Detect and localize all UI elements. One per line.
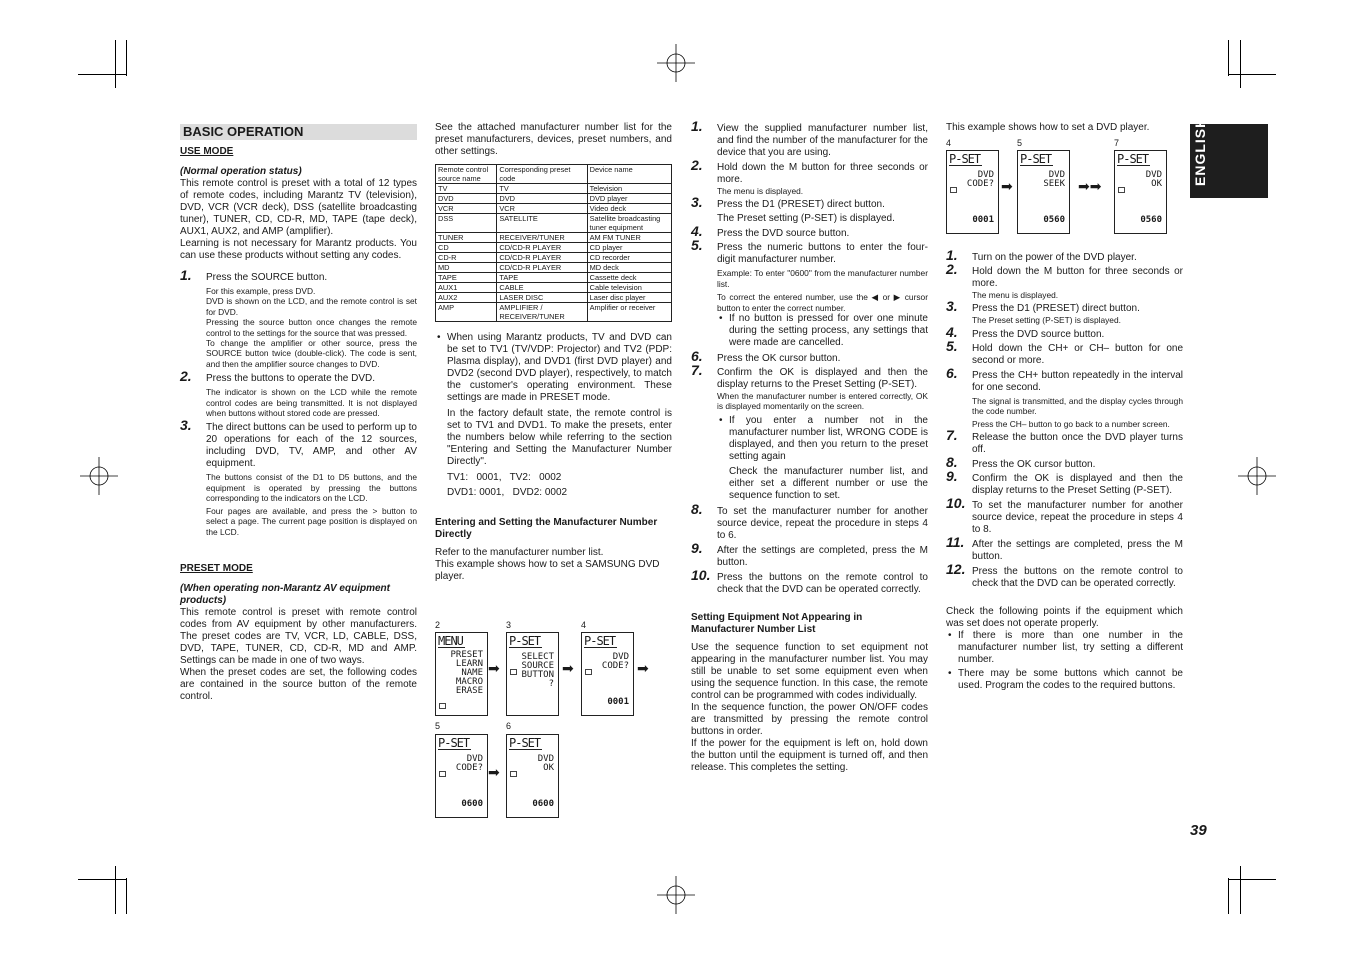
lcd-label: 5 <box>435 721 441 731</box>
registration-mark <box>657 876 695 914</box>
arrow-icon: ➡ <box>488 660 500 676</box>
preset-mode-subheading: (When operating non-Marantz AV equipment products) <box>180 582 390 606</box>
preset-mode-p2: When the preset codes are set, the following codes are contained in the source button of the remote control. <box>180 666 417 702</box>
step-text: Press the OK cursor button. <box>717 353 841 365</box>
registration-mark <box>80 457 118 495</box>
step-text: Hold down the M button for three seconds or more. <box>972 266 1183 289</box>
table-cell: LASER DISC <box>497 293 587 303</box>
seq-step-9 <box>946 468 1183 497</box>
table-row <box>436 184 672 194</box>
entering-heading: Entering and Setting the Manufacturer Number Directly <box>435 517 658 540</box>
step-text: The direct buttons can be used to perform up to 20 operations for each of the 12 sources, including DVD, TV, AMP, and other AV equipment. <box>206 422 417 470</box>
table-cell: DVD <box>497 194 587 204</box>
step-number: 2. <box>180 368 192 385</box>
step-note: The buttons consist of the D1 to D5 buttons, and the equipment is operated by pressing the buttons corresponding to the indicators on the LCD. <box>206 472 417 504</box>
step-number: 1. <box>691 118 703 134</box>
seq-step-2 <box>946 261 1183 300</box>
setting-p3: If the power for the equipment is left on, hold down the button until the equipment is turned off, and then release. This completes the setting. <box>691 737 928 773</box>
table-header: Corresponding preset code <box>497 165 587 184</box>
table-cell: DVD <box>436 194 497 204</box>
use-mode-subheading: (Normal operation status) <box>180 166 302 177</box>
step-note: The indicator is shown on the LCD while the remote control codes are being transmitted. It is not displayed when buttons without stored code are pressed. <box>206 387 417 419</box>
setting-equipment-heading: Setting Equipment Not Appearing in Manufacturer Number List <box>691 611 863 635</box>
use-step-1 <box>180 267 417 369</box>
lcd-code: 0560 <box>1140 215 1162 225</box>
dir-step-10 <box>691 566 928 596</box>
step-text: Press the numeric buttons to enter the four-digit manufacturer number. <box>717 242 928 266</box>
seq-step-11 <box>946 534 1183 563</box>
table-cell: MD deck <box>587 263 671 273</box>
step-note: Example: To enter "0600" from the manufacturer number list. <box>717 268 928 289</box>
arrow-icon: ➡ <box>562 660 574 676</box>
use-mode-intro: This remote control is preset with a total of 12 types of remote codes, including Marantz TV (television), DVD, VCR (VCR deck), DSS (satellite broadcasting tuner), TUNER, CD, CD-R, MD, TAPE (tape deck), AUX1, AUX2, and AMP (amplifier). <box>180 178 417 237</box>
table-row <box>436 293 672 303</box>
lcd-title: P-SET <box>949 152 981 166</box>
seq-step-1 <box>946 247 1183 264</box>
section-title: BASIC OPERATION <box>180 124 417 140</box>
step-number: 3. <box>946 298 958 315</box>
step-text: Press the DVD source button. <box>972 328 1105 340</box>
dir-step-2 <box>691 157 928 196</box>
crop-mark <box>78 879 126 880</box>
step-note: For this example, press DVD. <box>206 286 316 296</box>
step-text: Turn on the power of the DVD player. <box>972 252 1137 263</box>
step-note: DVD is shown on the LCD, and the remote control is set for DVD. <box>206 296 417 317</box>
table-cell: AMPLIFIER / RECEIVER/TUNER <box>497 303 587 322</box>
step-number: 4. <box>946 323 958 340</box>
step-text: Press the buttons on the remote control to check that the DVD can be operated correctly. <box>972 566 1183 590</box>
step-text: Press the DVD source button. <box>717 228 850 240</box>
crop-mark <box>1228 878 1229 914</box>
dir-step-9 <box>691 539 928 569</box>
table-row <box>436 233 672 243</box>
step-bullet-cont: Check the manufacturer number list, and either set a different number or use the sequence function to set. <box>729 465 928 501</box>
table-cell: AM FM TUNER <box>587 233 671 243</box>
table-cell: Cassette deck <box>587 273 671 283</box>
step-number: 6. <box>946 364 958 381</box>
lcd-indicator <box>510 669 517 675</box>
seq-step-8 <box>946 454 1183 471</box>
seq-step-5 <box>946 337 1183 367</box>
table-cell: Laser disc player <box>587 293 671 303</box>
step-text: Confirm the OK is displayed and then the display returns to the Preset Setting (P-SET). <box>972 473 1183 497</box>
table-cell: Amplifier or receiver <box>587 303 671 322</box>
table-cell: CD-R <box>436 253 497 263</box>
table-cell: Television <box>587 184 671 194</box>
crop-mark <box>1228 879 1276 880</box>
entering-text: Refer to the manufacturer number list. <box>435 547 604 558</box>
lcd-label: 5 <box>1017 138 1023 148</box>
tv-codes: TV1: 0001, TV2: 0002 <box>447 472 562 483</box>
step-text: Press the OK cursor button. <box>972 459 1096 471</box>
check-points-text: Check the following points if the equipment which was set does not operate properly. <box>946 606 1183 630</box>
dir-step-5 <box>691 237 928 349</box>
arrow-icon: ➡ <box>637 660 649 676</box>
crop-mark <box>1240 40 1241 88</box>
step-text: Press the buttons to operate the DVD. <box>206 373 375 385</box>
step-number: 5. <box>691 237 703 254</box>
lcd-code: 0001 <box>607 697 629 707</box>
table-row <box>436 194 672 204</box>
table-row <box>436 263 672 273</box>
lcd-code: 0001 <box>972 215 994 225</box>
step-note: The Preset setting (P-SET) is displayed. <box>972 315 1121 326</box>
lcd-text: DVD SEEK <box>1043 170 1065 189</box>
table-cell: TAPE <box>497 273 587 283</box>
sequence-intro: This example shows how to set a DVD player. <box>946 122 1150 133</box>
dvd-codes: DVD1: 0001, DVD2: 0002 <box>447 487 568 498</box>
step-text: After the settings are completed, press the M button. <box>717 544 928 568</box>
table-cell: Satellite broadcasting tuner equipment <box>587 214 671 233</box>
step-text: To set the manufacturer number for another source device, repeat the procedure in steps 4 to 6. <box>717 505 928 541</box>
step-number: 11. <box>946 534 965 551</box>
step-note: When the manufacturer number is entered correctly, OK is displayed momentarily on the screen. <box>717 391 928 412</box>
table-cell: Video deck <box>587 204 671 214</box>
table-cell: TAPE <box>436 273 497 283</box>
preset-code-table <box>435 164 672 322</box>
table-cell: CABLE <box>497 283 587 293</box>
lcd-text: DVD CODE? <box>966 170 994 189</box>
lcd-screen-dvd-code-entered <box>435 734 488 818</box>
arrow-icon: ➡ <box>488 764 500 780</box>
lcd-screen-dvd-code <box>581 632 634 716</box>
dir-step-4 <box>691 223 928 240</box>
lcd-label: 4 <box>581 620 587 630</box>
table-cell: SATELLITE <box>497 214 587 233</box>
lcd-menu-lines: PRESET LEARN NAME MACRO ERASE <box>450 650 483 696</box>
table-cell: AUX2 <box>436 293 497 303</box>
step-number: 2. <box>946 261 958 277</box>
table-cell: MD <box>436 263 497 273</box>
step-text: To set the manufacturer number for another source device, repeat the procedure in steps 4 to 8. <box>972 500 1183 536</box>
crop-mark <box>1228 74 1276 75</box>
step-number: 6. <box>691 348 703 365</box>
step-text: Press the SOURCE button. <box>206 272 328 283</box>
arrow-icon: ➡➡ <box>1078 178 1102 194</box>
use-mode-intro-2: Learning is not necessary for Marantz products. You can use these products without setting any codes. <box>180 238 417 261</box>
lcd-title: P-SET <box>509 634 541 648</box>
lcd-indicator <box>1118 187 1125 193</box>
step-number: 8. <box>946 454 958 471</box>
table-cell: RECEIVER/TUNER <box>497 233 587 243</box>
lcd-indicator <box>439 703 446 709</box>
dir-step-3 <box>691 194 928 225</box>
table-cell: AMP <box>436 303 497 322</box>
table-cell: TUNER <box>436 233 497 243</box>
preset-mode-p1: This remote control is preset with remote control codes from AV equipment by other manufacturers. The preset codes are TV, VCR, LD, CABLE, DSS, DVD, TAPE, TUNER, CD, CD-R, MD and AMP. Settings can be made in one of two ways. <box>180 606 417 666</box>
lcd-code: 0560 <box>1043 215 1065 225</box>
lcd-label: 6 <box>506 721 512 731</box>
lcd-title: P-SET <box>438 736 470 750</box>
table-cell: CD player <box>587 243 671 253</box>
dir-step-8 <box>691 500 928 542</box>
step-text: Press the D1 (PRESET) direct button. <box>717 199 885 211</box>
seq-step-10 <box>946 495 1183 536</box>
lcd-label: 3 <box>506 620 512 630</box>
step-note: To correct the entered number, use the ◀ or ▶ cursor button to enter the correct number. <box>717 292 928 313</box>
column-4-steps <box>946 247 1183 692</box>
setting-p1: Use the sequence function to set equipment not appearing in the manufacturer number list. You may still be unable to set some equipment even when using the sequence function. In this case, the remote control can be programmed with codes individually. <box>691 641 928 701</box>
table-cell: TV <box>436 184 497 194</box>
arrow-icon: ➡ <box>1001 178 1013 194</box>
seq-step-6 <box>946 364 1183 429</box>
table-row <box>436 253 672 263</box>
table-row <box>436 303 672 322</box>
table-intro: See the attached manufacturer number list for the preset manufacturers, devices, preset numbers, and other settings. <box>435 122 672 157</box>
table-row <box>436 214 672 233</box>
crop-mark <box>126 878 127 914</box>
step-number: 3. <box>691 194 703 211</box>
table-cell: TV <box>497 184 587 194</box>
seq-step-4 <box>946 323 1183 341</box>
step-bullet: • If no button is pressed for over one minute during the setting process, any settings that were made are cancelled. <box>717 313 928 349</box>
table-row <box>436 283 672 293</box>
lcd-text: DVD OK <box>1145 170 1162 189</box>
table-cell: VCR <box>497 204 587 214</box>
use-mode-heading: USE MODE <box>180 146 234 157</box>
lcd-screen-seq-code <box>946 150 999 234</box>
crop-mark <box>1228 40 1229 76</box>
step-note: The menu is displayed. <box>972 290 1059 300</box>
step-text: Hold down the CH+ or CH– button for one second or more. <box>972 342 1183 366</box>
step-number: 9. <box>691 539 703 556</box>
step-note: The signal is transmitted, and the display cycles through the code number. <box>972 395 1183 417</box>
lcd-title: P-SET <box>584 634 616 648</box>
lcd-title: P-SET <box>509 736 541 750</box>
seq-step-7 <box>946 427 1183 456</box>
dir-step-7 <box>691 362 928 502</box>
lcd-code: 0600 <box>461 799 483 809</box>
step-text: Release the button once the DVD player turns off. <box>972 432 1183 456</box>
step-text: Confirm the OK is displayed and then the display returns to the Preset Setting (P-SET). <box>717 367 928 391</box>
step-text: Press the D1 (PRESET) direct button. <box>972 303 1140 315</box>
table-cell: DVD player <box>587 194 671 204</box>
step-number: 10. <box>691 566 711 583</box>
step-number: 8. <box>691 500 703 517</box>
registration-mark <box>1238 457 1276 495</box>
table-header: Device name <box>587 165 671 184</box>
lcd-code: 0600 <box>532 799 554 809</box>
step-number: 2. <box>691 157 703 173</box>
lcd-screen-seq-seek <box>1017 150 1070 234</box>
column-3 <box>691 118 928 774</box>
lcd-indicator <box>950 187 957 193</box>
column-1 <box>180 124 417 703</box>
step-number: 4. <box>691 223 703 240</box>
crop-mark <box>78 74 126 75</box>
registration-mark <box>657 44 695 82</box>
use-step-3 <box>180 417 417 537</box>
table-cell: CD/CD-R PLAYER <box>497 243 587 253</box>
marantz-bullet: • When using Marantz products, TV and DVD can be set to TV1 (TV/VDP: Projector) and TV2 (PDP: Plasma display), and DVD1 (first DVD player) and DVD2 (second DVD player), respectively, to match the customer's operating environment. These settings are made in PRESET mode. <box>435 332 672 404</box>
table-cell: AUX1 <box>436 283 497 293</box>
step-text: Press the buttons on the remote control to check that the DVD can be operated correctly. <box>717 571 928 595</box>
crop-mark <box>126 40 127 76</box>
table-header-row <box>436 165 672 184</box>
step-text: After the settings are completed, press the M button. <box>972 539 1183 563</box>
table-cell: CD recorder <box>587 253 671 263</box>
table-cell: DSS <box>436 214 497 233</box>
column-2 <box>435 122 672 583</box>
page-number: 39 <box>1190 822 1207 839</box>
lcd-screen-seq-ok <box>1114 150 1167 234</box>
step-text: View the supplied manufacturer number list, and find the number of the manufacturer for the device that you are using. <box>717 123 928 158</box>
lcd-label: 7 <box>1114 138 1120 148</box>
step-number: 5. <box>946 337 958 354</box>
language-tab <box>1190 116 1268 198</box>
dir-step-1 <box>691 118 928 159</box>
table-row <box>436 273 672 283</box>
seq-step-12 <box>946 561 1183 590</box>
lcd-screen-select-source <box>506 632 559 716</box>
lcd-indicator <box>585 669 592 675</box>
step-text: Hold down the M button for three seconds or more. <box>717 162 928 185</box>
table-cell: CD/CD-R PLAYER <box>497 253 587 263</box>
step-note: Pressing the source button once changes the remote control to the settings for the source that was pressed. <box>206 317 417 338</box>
lcd-title: P-SET <box>1020 152 1052 166</box>
step-number: 10. <box>946 495 966 512</box>
table-cell: CD/CD-R PLAYER <box>497 263 587 273</box>
step-number: 9. <box>946 468 958 485</box>
step-note: The menu is displayed. <box>717 186 804 196</box>
crop-mark <box>1240 866 1241 914</box>
step-number: 3. <box>180 417 192 434</box>
step-note: Press the CH– button to go back to a number screen. <box>972 418 1170 429</box>
lcd-screen-dvd-ok <box>506 734 559 818</box>
entering-text-2: This example shows how to set a SAMSUNG DVD player. <box>435 559 660 582</box>
lcd-text: DVD OK <box>537 754 554 773</box>
crop-mark <box>115 40 116 88</box>
table-header: Remote control source name <box>436 165 497 184</box>
column-4 <box>946 122 1183 134</box>
lcd-title: MENU <box>438 634 463 648</box>
lcd-title: P-SET <box>1117 152 1149 166</box>
lcd-text: DVD CODE? <box>455 754 483 773</box>
step-bullet: • If you enter a number not in the manufacturer number list, WRONG CODE is displayed, and then you return to the preset setting again <box>717 415 928 463</box>
lcd-label: 2 <box>435 620 441 630</box>
table-cell: Cable television <box>587 283 671 293</box>
step-note: To change the amplifier or other source, press the SOURCE button twice (double-click). The code is sent, and then the amplifier source changes to DVD. <box>206 338 417 369</box>
lcd-label: 4 <box>946 138 952 148</box>
use-step-2 <box>180 368 417 419</box>
lcd-text: DVD CODE? <box>601 652 629 671</box>
language-tab-label: ENGLISH <box>1192 116 1208 186</box>
step-note: Four pages are available, and press the > button to select a page. The current page position is displayed on the LCD. <box>206 505 417 537</box>
lcd-indicator <box>510 771 517 777</box>
table-row <box>436 204 672 214</box>
step-note: The Preset setting (P-SET) is displayed. <box>717 213 895 225</box>
check-bullet: • If there is more than one number in the manufacturer number list, try setting a different number. <box>946 630 1183 666</box>
lcd-screen-menu <box>435 632 488 716</box>
setting-p2: In the sequence function, the power ON/OFF codes are transmitted by pressing the remote control buttons in order. <box>691 701 928 737</box>
step-number: 7. <box>946 427 958 444</box>
table-cell: VCR <box>436 204 497 214</box>
step-number: 1. <box>180 267 192 283</box>
preset-mode-heading: PRESET MODE <box>180 562 253 574</box>
dir-step-6 <box>691 348 928 365</box>
step-number: 7. <box>691 362 703 379</box>
step-number: 1. <box>946 247 958 263</box>
factory-default-text: In the factory default state, the remote control is set to TV1 and DVD1. To make the presets, enter the numbers below while referring to the section "Entering and Setting the Manufacturer Number Directly". <box>447 408 672 467</box>
seq-step-3 <box>946 298 1183 326</box>
step-text: Press the CH+ button repeatedly in the interval for one second. <box>972 369 1183 393</box>
lcd-indicator <box>439 771 446 777</box>
table-cell: CD <box>436 243 497 253</box>
lcd-text: SELECT SOURCE BUTTON ? <box>521 652 554 689</box>
table-row <box>436 243 672 253</box>
check-bullet: • There may be some buttons which cannot be used. Program the codes to the required buttons. <box>946 668 1183 692</box>
step-number: 12. <box>946 561 966 578</box>
crop-mark <box>115 866 116 914</box>
